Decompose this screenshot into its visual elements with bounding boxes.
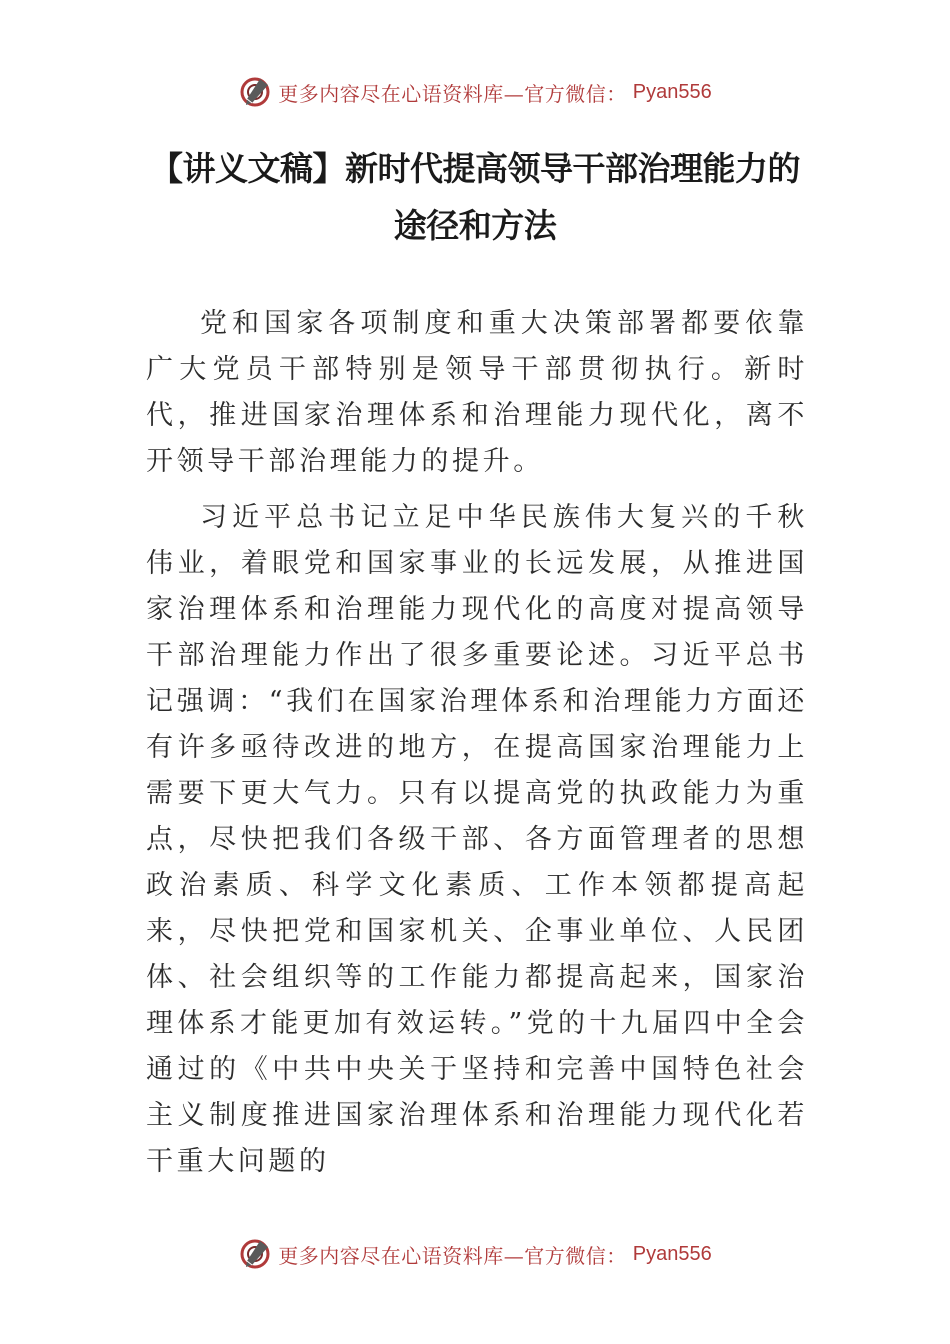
pen-logo-icon [238,75,272,109]
watermark-text: 更多内容尽在心语资料库—官方微信： [278,81,627,106]
document-title [130,140,820,254]
watermark-text: 更多内容尽在心语资料库—官方微信： [278,1243,627,1268]
header-watermark [0,72,950,112]
title-line-2: 途径和方法 [393,206,557,245]
watermark-wechat-id: Pyan556 [632,1242,712,1265]
document-body [146,301,808,1195]
paragraph-2: 习近平总书记立足中华民族伟大复兴的千秋伟业，着眼党和国家事业的长远发展，从推进国家治理体系和治理能力现代化的高度对提高领导干部治理能力作出了很多重要论述。习近平总书记强调：“我们在国家治理体系和治理能力方面还有许多亟待改进的地方，在提高国家治理能力上需要下更大气力。只有以提高党的执政能力为重点，尽快把我们各级干部、各方面管理者的思想政治素质、科学文化素质、工作本领都提高起来，尽快把党和国家机关、企事业单位、人民团体、社会组织等的工作能力都提高起来，国家治理体系才能更加有效运转。”党的十九届四中全会通过的《中共中央关于坚持和完善中国特色社会主义制度推进国家治理体系和治理能力现代化若干重大问题的 [146,502,808,1177]
pen-logo-icon [238,1237,272,1271]
footer-watermark [0,1234,950,1274]
paragraph-1: 党和国家各项制度和重大决策部署都要依靠广大党员干部特别是领导干部贯彻执行。新时代，推进国家治理体系和治理能力现代化，离不开领导干部治理能力的提升。 [146,308,808,477]
title-line-1: 【讲义文稿】新时代提高领导干部治理能力的 [150,149,800,188]
watermark-wechat-id: Pyan556 [632,80,712,103]
